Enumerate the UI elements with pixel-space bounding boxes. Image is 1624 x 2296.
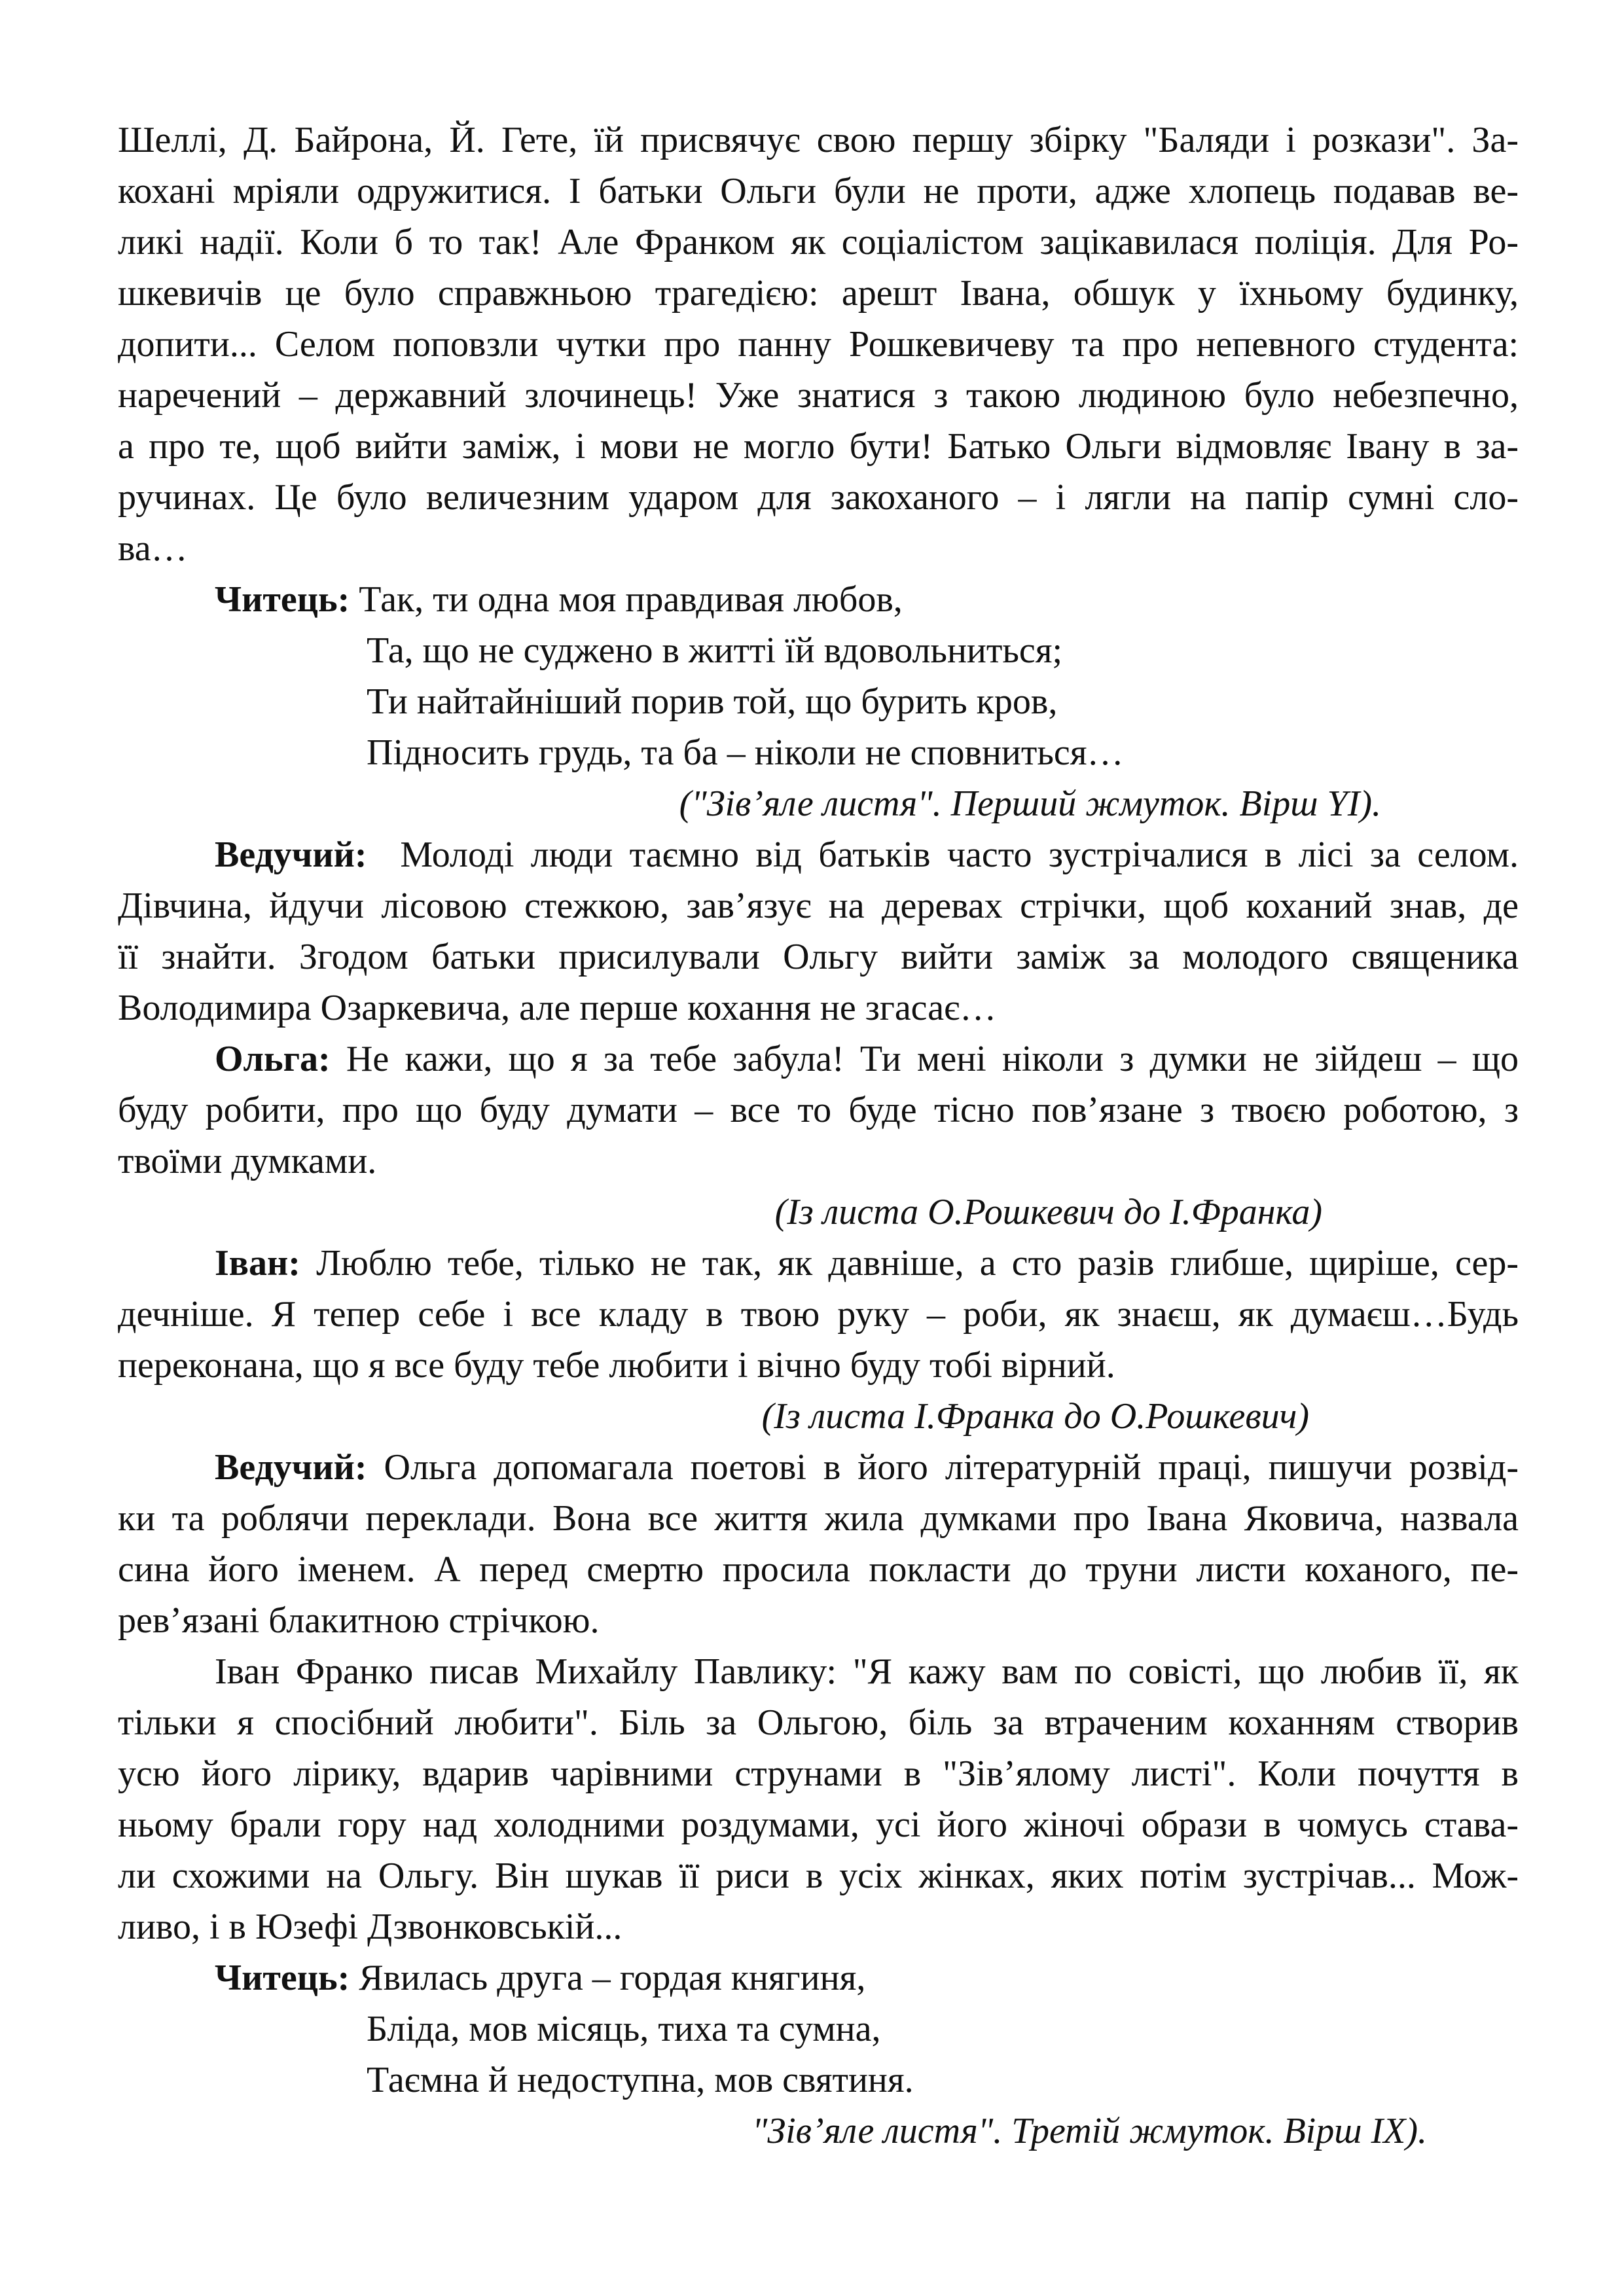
verse-line: Підносить грудь, та ба – ніколи не сповниться… <box>367 732 1124 773</box>
speaker-label: Читець: <box>215 579 350 620</box>
paragraph-host-2 <box>118 1442 1519 1646</box>
text-line: кохані мріяли одружитися. І батьки Ольги були не проти, адже хлопець подавав ве- <box>118 171 1519 211</box>
text-line: Іван Франко писав Михайлу Павлику: "Я кажу вам по совісті, що любив її, як <box>215 1651 1519 1692</box>
verse-line <box>118 574 1519 625</box>
text-line: дечніше. Я тепер себе і все кладу в твою руку – роби, як знаєш, як думаєш…Будь <box>118 1294 1519 1335</box>
text-line <box>118 1442 1519 1493</box>
text-line: тільки я спосібний любити". Біль за Ольгою, біль за втраченим коханням створив <box>118 1702 1519 1743</box>
text-span: Люблю тебе, тілько не так, як давніше, а сто разів глибше, щиріше, сер- <box>316 1243 1519 1283</box>
verse-text: Явилась друга – гордая княгиня, <box>359 1958 866 1998</box>
verse-line: Та, що не суджено в житті їй вдовольниться; <box>367 630 1063 671</box>
text-line: Володимира Озаркевича, але перше кохання не згасає… <box>118 988 997 1028</box>
verse-line: Таємна й недоступна, мов святиня. <box>367 2060 914 2100</box>
source-citation: (Із листа І.Франка до О.Рошкевич) <box>761 1396 1309 1437</box>
text-line: усю його лірику, вдарив чарівними струнами в "Зів’ялому листі". Коли почуття в <box>118 1753 1519 1794</box>
text-line <box>118 829 1519 880</box>
text-line: ликі надії. Коли б то так! Але Франком як соціалістом зацікавилася поліція. Для Ро- <box>118 222 1519 262</box>
text-span: Молоді люди таємно від батьків часто зустрічалися в лісі за селом. <box>400 834 1519 875</box>
document-page <box>118 115 1519 2157</box>
text-line: твоїми думками. <box>118 1141 377 1181</box>
verse-line: Ти найтайніший порив той, що бурить кров, <box>367 681 1058 722</box>
verse-block-1 <box>118 574 1519 829</box>
text-line: ли схожими на Ольгу. Він шукав її риси в усіх жінках, яких потім зустрічав... Мож- <box>118 1856 1519 1896</box>
text-line: ва… <box>118 528 188 569</box>
text-line: допити... Селом поповзли чутки про панну Рошкевичеву та про непевного студента: <box>118 324 1519 365</box>
speaker-label: Ведучий: <box>215 1447 367 1488</box>
verse-block-2 <box>118 1952 1519 2157</box>
speaker-label: Читець: <box>215 1958 350 1998</box>
text-line: рев’язані блакитною стрічкою. <box>118 1600 600 1641</box>
text-line: Дівчина, йдучи лісовою стежкою, зав’язує на деревах стрічки, щоб коханий знав, де <box>118 886 1519 926</box>
paragraph-intro <box>118 115 1519 574</box>
paragraph-olga <box>118 1033 1519 1238</box>
paragraph-franko-letter <box>118 1646 1519 1952</box>
text-line: ливо, і в Юзефі Дзвонковській... <box>118 1907 623 1947</box>
text-line <box>118 1238 1519 1289</box>
text-line: ки та роблячи переклади. Вона все життя жила думками про Івана Яковича, назвала <box>118 1498 1519 1539</box>
text-line: переконана, що я все буду тебе любити і вічно буду тобі вірний. <box>118 1345 1115 1386</box>
verse-line: Бліда, мов місяць, тиха та сумна, <box>367 2009 881 2049</box>
speaker-label: Іван: <box>215 1243 300 1283</box>
text-line: ручинах. Це було величезним ударом для закоханого – і лягли на папір сумні сло- <box>118 477 1519 518</box>
source-citation: ("Зів’яле листя". Перший жмуток. Вірш YI). <box>679 783 1381 824</box>
source-citation: "Зів’яле листя". Третій жмуток. Вірш IX). <box>751 2111 1427 2151</box>
speaker-label: Ольга: <box>215 1039 331 1079</box>
verse-line <box>118 1952 1519 2003</box>
speaker-label: Ведучий: <box>215 834 367 875</box>
paragraph-host-1 <box>118 829 1519 1033</box>
paragraph-ivan <box>118 1238 1519 1442</box>
text-line <box>118 1033 1519 1085</box>
text-line: сина його іменем. А перед смертю просила покласти до труни листи коханого, пе- <box>118 1549 1519 1590</box>
source-citation: (Із листа О.Рошкевич до І.Франка) <box>774 1192 1322 1232</box>
text-line: буду робити, про що буду думати – все то буде тісно пов’язане з твоєю роботою, з <box>118 1090 1519 1130</box>
text-line: а про те, щоб вийти заміж, і мови не могло бути! Батько Ольги відмовляє Івану в за- <box>118 426 1519 467</box>
text-span: Не кажи, що я за тебе забула! Ти мені ніколи з думки не зійдеш – що <box>346 1039 1519 1079</box>
text-line: наречений – державний злочинець! Уже знатися з такою людиною було небезпечно, <box>118 375 1519 416</box>
verse-text: Так, ти одна моя правдивая любов, <box>359 579 903 620</box>
text-line: Шеллі, Д. Байрона, Й. Гете, їй присвячує свою першу збірку "Баляди і розкази". За- <box>118 120 1519 160</box>
text-span: Ольга допомагала поетові в його літературній праці, пишучи розвід- <box>384 1447 1519 1488</box>
text-line: її знайти. Згодом батьки присилували Ольгу вийти заміж за молодого священика <box>118 937 1519 977</box>
text-line: шкевичів це було справжньою трагедією: арешт Івана, обшук у їхньому будинку, <box>118 273 1519 314</box>
text-line: ньому брали гору над холодними роздумами, усі його жіночі образи в чомусь става- <box>118 1804 1519 1845</box>
